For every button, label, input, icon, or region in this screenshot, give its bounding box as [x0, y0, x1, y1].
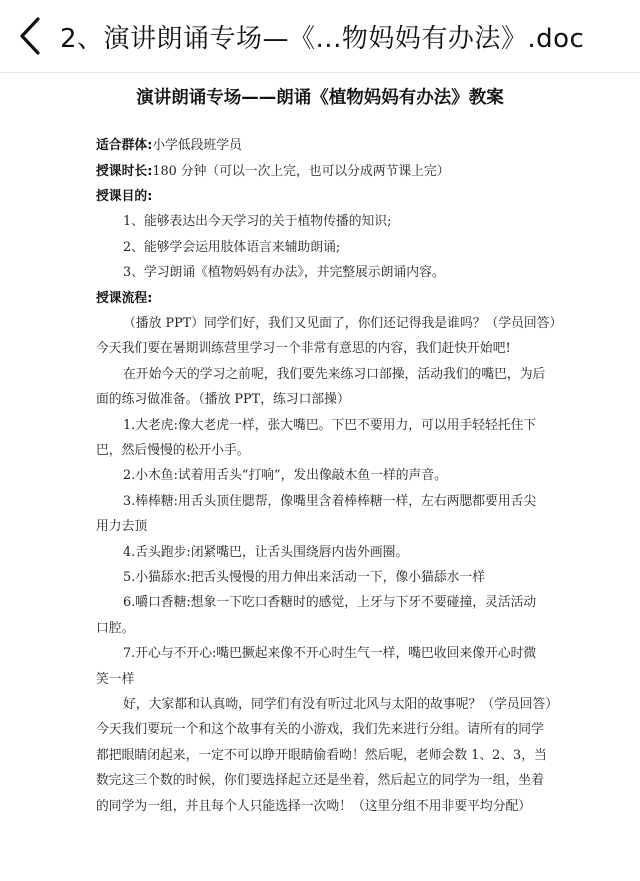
body-line: 4.舌头跑步:闭紧嘴巴，让舌头围绕唇内齿外画圈。: [123, 545, 409, 560]
duration-value: 180 分钟（可以一次上完，也可以分成两节课上完）: [152, 164, 450, 179]
back-button[interactable]: [0, 0, 60, 72]
body-line: 好，大家都和认真呦，同学们有没有听过北风与太阳的故事呢？（学员回答）: [123, 697, 559, 712]
body-line: 在开始今天的学习之前呢，我们要先来练习口部操，活动我们的嘴巴，为后: [123, 367, 546, 382]
document-filename-title: 2、演讲朗诵专场—《...物妈妈有办法》.doc: [60, 23, 585, 54]
body-line: 5.小猫舔水:把舌头慢慢的用力伸出来活动一下，像小猫舔水一样: [123, 570, 486, 585]
body-line: 2.小木鱼:试着用舌头“打响”，发出像敲木鱼一样的声音。: [123, 468, 447, 483]
body-line: （播放 PPT）同学们好，我们又见面了，你们还记得我是谁吗？（学员回答）: [123, 316, 563, 331]
body-line: 的同学为一组，并且每个人只能选择一次呦！（这里分组不用非要平均分配）: [96, 799, 532, 814]
body-line: 今天我们要在暑期训练营里学习一个非常有意思的内容，我们赶快开始吧!: [96, 341, 511, 356]
body-line: 今天我们要玩一个和这个故事有关的小游戏，我们先来进行分组。请所有的同学: [96, 722, 544, 737]
document-heading: 演讲朗诵专场——朗诵《植物妈妈有办法》教案: [136, 88, 504, 108]
body-line: 口腔。: [96, 621, 135, 636]
body-line: 7.开心与不开心:嘴巴撅起来像不开心时生气一样，嘴巴收回来像开心时微: [123, 646, 537, 661]
audience-line: [96, 138, 242, 154]
duration-label: 授课时长:: [96, 164, 153, 179]
top-bar: [0, 0, 640, 73]
document-viewer[interactable]: [0, 73, 640, 881]
audience-label: 适合群体:: [96, 138, 153, 153]
body-line: 面的练习做准备。（播放 PPT，练习口部操）: [96, 392, 350, 407]
body-line: 6.嚼口香糖:想象一下吃口香糖时的感觉，上牙与下牙不要碰撞，灵活活动: [123, 595, 537, 610]
body-line: 巴，然后慢慢的松开小手。: [96, 443, 250, 458]
body-line: 数完这三个数的时候，你们要选择起立还是坐着，然后起立的同学为一组，坐着: [96, 773, 544, 788]
audience-value: 小学低段班学员: [152, 138, 242, 153]
body-line: 用力去顶: [96, 519, 148, 534]
body-line: 笑一样: [96, 672, 135, 687]
process-heading: 授课流程:: [96, 291, 153, 306]
goal-item: 3、学习朗诵《植物妈妈有办法》，并完整展示朗诵内容。: [123, 265, 445, 280]
body-line: 3.棒棒糖:用舌头顶住腮帮，像嘴里含着棒棒糖一样，左右两腮都要用舌尖: [123, 494, 537, 509]
chevron-left-icon: [16, 16, 44, 56]
body-line: 1.大老虎:像大老虎一样，张大嘴巴。下巴不要用力，可以用手轻轻托住下: [123, 418, 537, 433]
goals-heading: 授课目的:: [96, 189, 153, 204]
goal-item: 1、能够表达出今天学习的关于植物传播的知识;: [123, 214, 392, 229]
duration-line: [96, 164, 450, 180]
body-line: 都把眼睛闭起来，一定不可以睁开眼睛偷看呦！然后呢，老师会数 1、2、3，当: [96, 748, 547, 763]
goal-item: 2、能够学会运用肢体语言来辅助朗诵;: [123, 240, 341, 255]
